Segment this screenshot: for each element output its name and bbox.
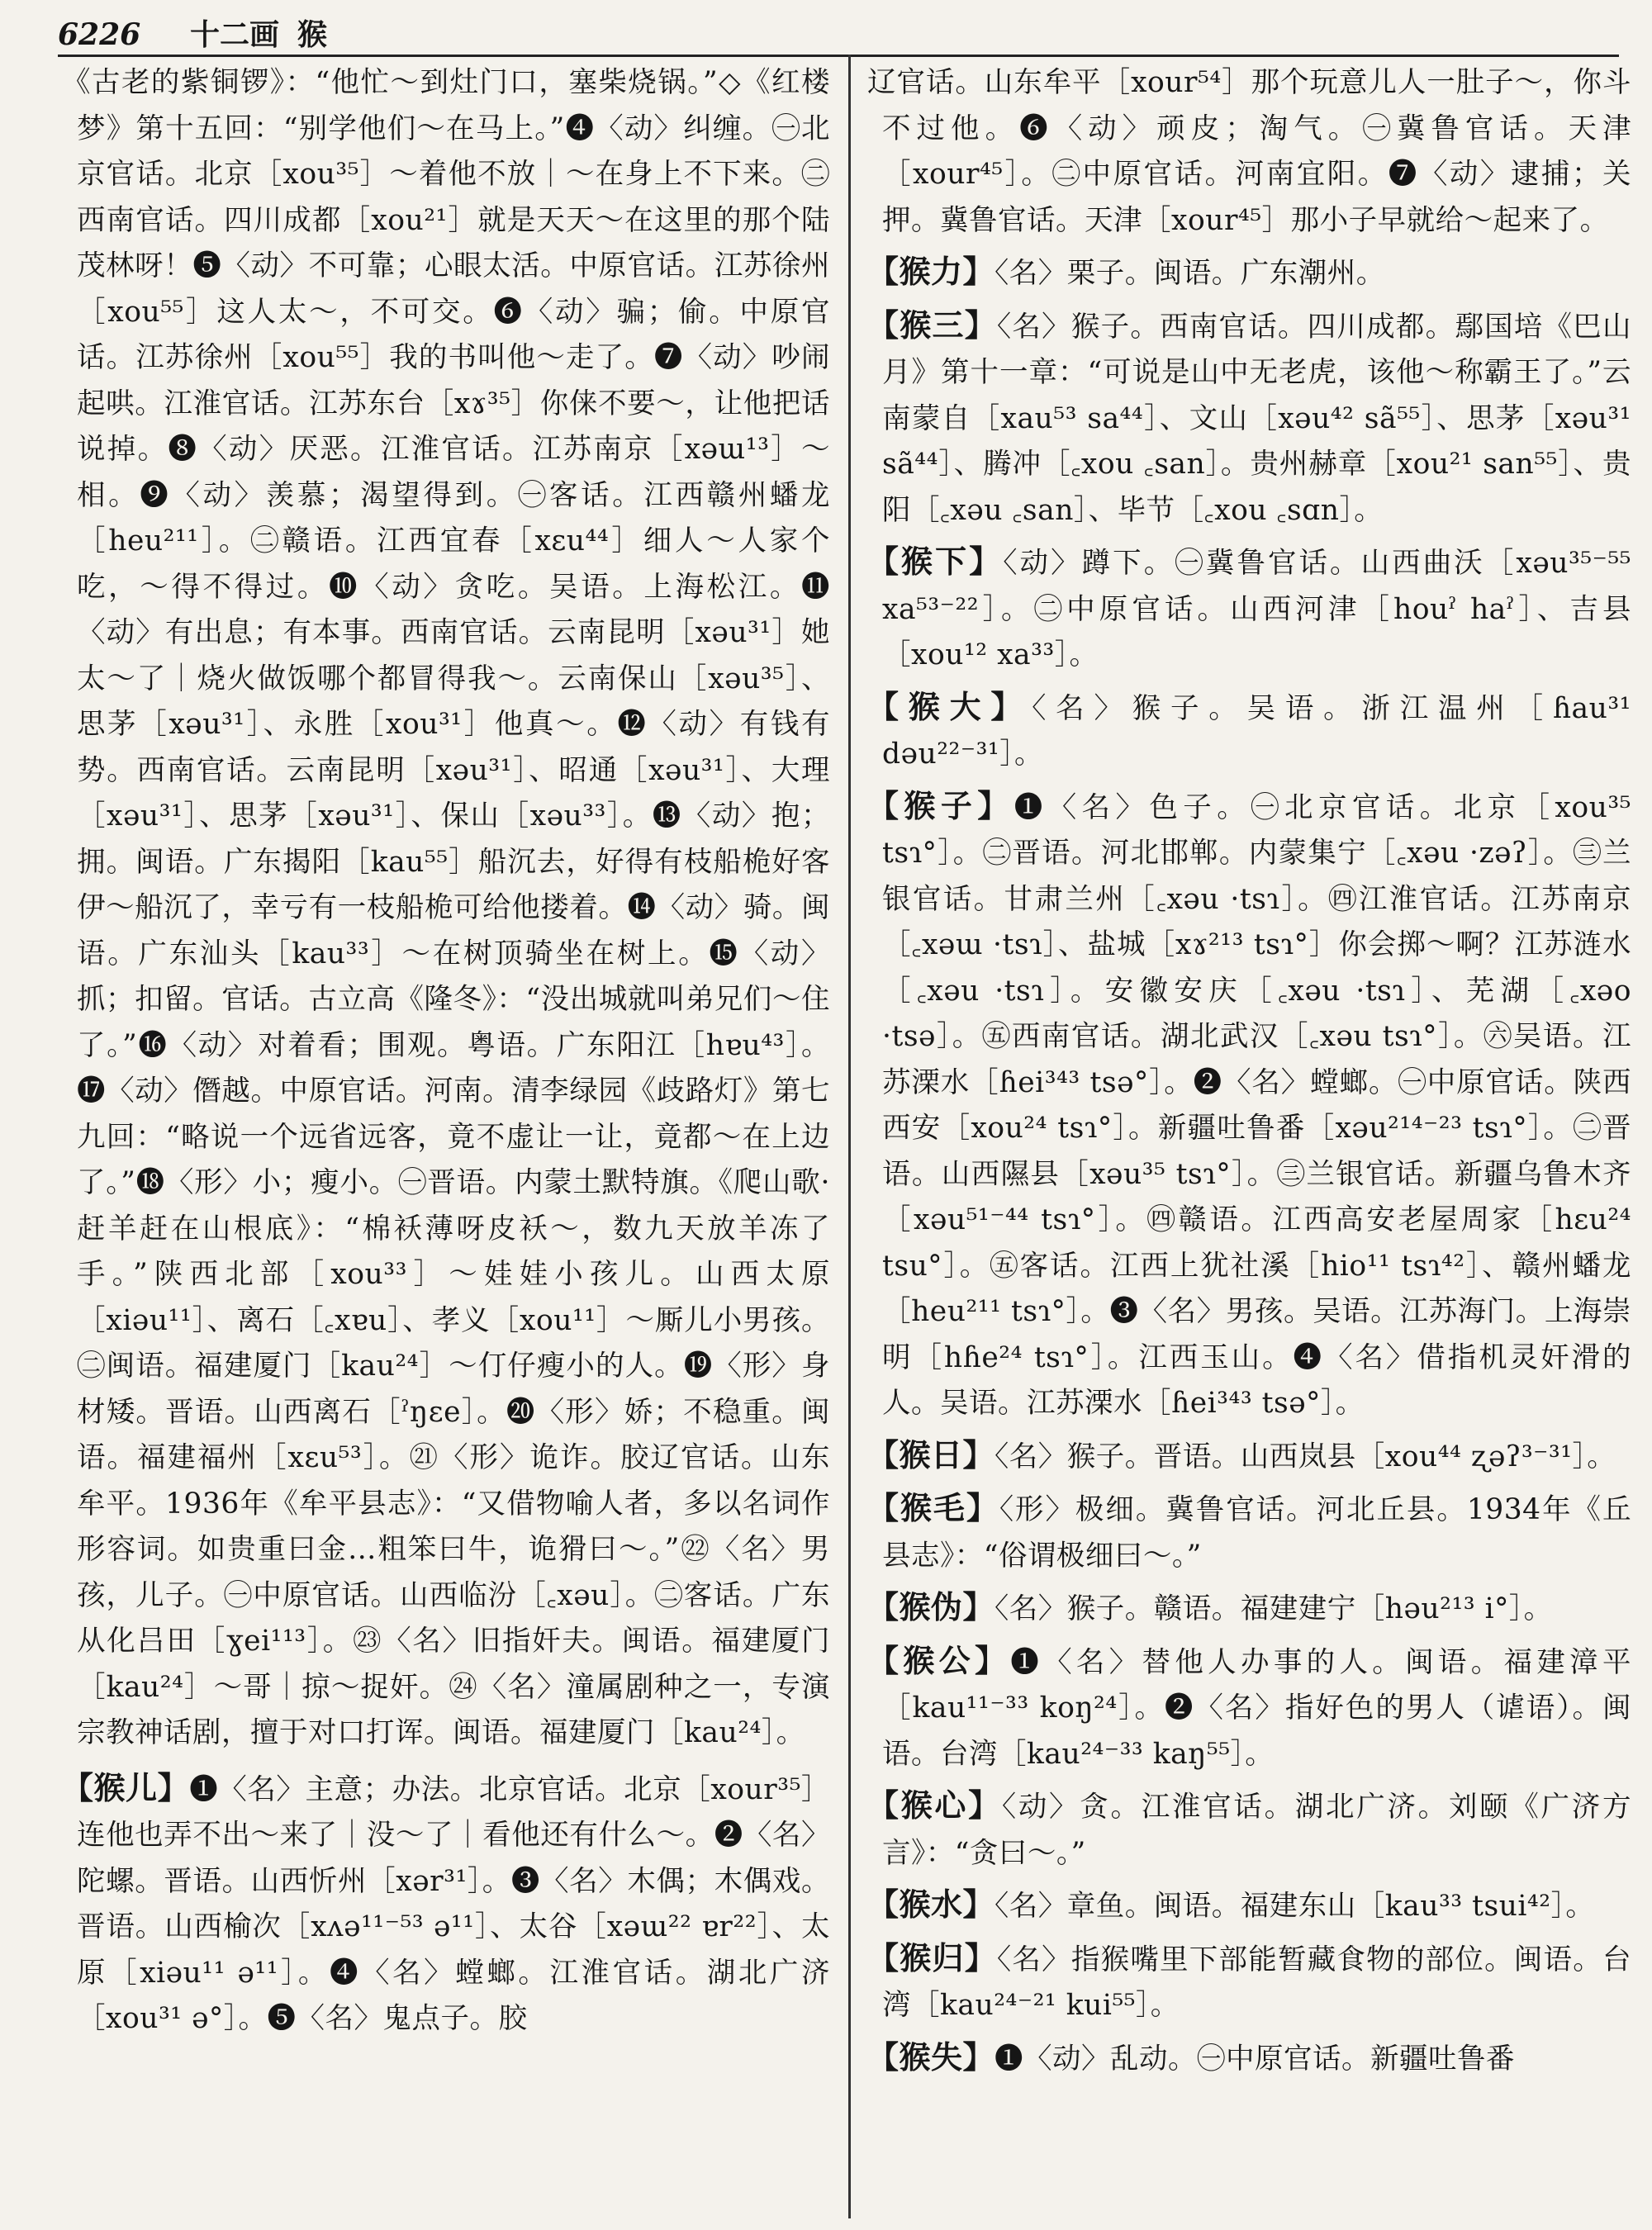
page-number: 6226	[58, 17, 141, 52]
entry-hour	[62, 1765, 830, 2043]
entry-text: ❶〈动〉乱动。㊀中原官话。新疆吐鲁番	[995, 2042, 1516, 2076]
entry-headword: 【猴大】	[867, 687, 1032, 725]
radical-label: 猴	[297, 17, 328, 52]
entry-headword: 【猴力】	[867, 253, 995, 290]
entry-text: 〈名〉猴子。吴语。浙江温州［ɦau³¹ dəu²²⁻³¹］。	[882, 691, 1631, 771]
entry-text: 〈名〉猴子。晋语。山西岚县［xou⁴⁴ ʐəʔ³⁻³¹］。	[995, 1440, 1616, 1473]
entry-houzi	[867, 783, 1631, 1427]
entry-headword: 【猴毛】	[867, 1489, 999, 1526]
section-label: 十二画	[190, 17, 280, 52]
header-rule	[58, 55, 1619, 57]
entry-text: 〈名〉章鱼。闽语。福建东山［kau³³ tsui⁴²］。	[995, 1890, 1595, 1923]
entry-houyi	[867, 1584, 1631, 1633]
right-column	[867, 58, 1631, 2087]
entry-text: 〈名〉指猴嘴里下部能暂藏食物的部位。闽语。台湾［kau²⁴⁻²¹ kui⁵⁵］。	[882, 1943, 1631, 2022]
entry-headword: 【猴失】	[867, 2038, 995, 2076]
entry-houxin	[867, 1782, 1631, 1877]
entry-continuation	[62, 58, 830, 1757]
entry-continuation	[867, 58, 1631, 244]
entry-houshui	[867, 1881, 1631, 1930]
entry-text: 〈动〉贪。江淮官话。湖北广济。刘颐《广济方言》：“贪曰～。”	[882, 1791, 1631, 1870]
entry-headword: 【猴心】	[867, 1786, 1002, 1824]
entry-text: 〈形〉极细。冀鲁官话。河北丘县。1934年《丘县志》：“俗谓极细曰～。”	[882, 1493, 1631, 1573]
entry-hougui	[867, 1935, 1631, 2029]
entry-text: ❶〈名〉主意；办法。北京官话。北京［xour³⁵］连他也弄不出～来了｜没～了｜看他还有什么～。❷〈名〉陀螺。晋语。山西忻州［xər³¹］。❸〈名〉木偶；木偶戏。晋语。山西榆次［xʌə¹¹⁻⁵³ ə¹¹］、太谷［xəɯ²² ɐr²²］、太原［xiəu¹¹ ə¹¹］。❹〈名〉螳螂。江淮官话。湖北广济［xou³¹ ə°］。❺〈名〉鬼点子。胶	[77, 1772, 830, 2035]
column-divider	[848, 55, 851, 2218]
entry-houmao	[867, 1485, 1631, 1579]
entry-text: 〈名〉猴子。赣语。福建建宁［həu²¹³ i°］。	[995, 1592, 1553, 1625]
entry-headword: 【猴下】	[867, 543, 1004, 580]
entry-houri	[867, 1432, 1631, 1481]
entry-text: 〈名〉栗子。闽语。广东潮州。	[995, 257, 1385, 290]
page-header	[58, 12, 327, 50]
entry-headword: 【猴日】	[867, 1435, 995, 1473]
entry-hougong	[867, 1638, 1631, 1778]
entry-headword: 【猴水】	[867, 1886, 995, 1923]
entry-headword: 【猴儿】	[62, 1768, 190, 1806]
entry-housan	[867, 302, 1631, 534]
entry-text: 辽官话。山东牟平［xour⁵⁴］那个玩意儿人一肚子～，你斗不过他。❻〈动〉顽皮；淘气。㊀冀鲁官话。天津［xour⁴⁵］。㊁中原官话。河南宜阳。❼〈动〉逮捕；关押。冀鲁官话。天津［xour⁴⁵］那小子早就给～起来了。	[867, 66, 1631, 237]
entry-houshi	[867, 2034, 1631, 2083]
entry-text: 《古老的紫铜锣》：“他忙～到灶门口，塞柴烧锅。”◇《红楼梦》第十五回：“别学他们～在马上。”❹〈动〉纠缠。㊀北京官话。北京［xou³⁵］～着他不放｜～在身上不下来。㊁西南官话。四川成都［xou²¹］就是天天～在这里的那个陆茂林呀！❺〈动〉不可靠；心眼太活。中原官话。江苏徐州［xou⁵⁵］这人太～，不可交。❻〈动〉骗；偷。中原官话。江苏徐州［xou⁵⁵］我的书叫他～走了。❼〈动〉吵闹起哄。江淮官话。江苏东台［xɤ³⁵］你俫不要～，让他把话说掉。❽〈动〉厌恶。江淮官话。江苏南京［xəɯ¹³］～相。❾〈动〉羡慕；渴望得到。㊀客话。江西赣州蟠龙［heu²¹¹］。㊁赣语。江西宜春［xɛu⁴⁴］细人～人家个吃，～得不得过。❿〈动〉贪吃。吴语。上海松江。⓫〈动〉有出息；有本事。西南官话。云南昆明［xəu³¹］她太～了｜烧火做饭哪个都冒得我～。云南保山［xəu³⁵］、思茅［xəu³¹］、永胜［xou³¹］他真～。⓬〈动〉有钱有势。西南官话。云南昆明［xəu³¹］、昭通［xəu³¹］、大理［xəu³¹］、思茅［xəu³¹］、保山［xəu³³］。⓭〈动〉抱；拥。闽语。广东揭阳［kau⁵⁵］船沉去，好得有枝船桅好客伊～船沉了，幸亏有一枝船桅可给他搂着。⓮〈动〉骑。闽语。广东汕头［kau³³］～在树顶骑坐在树上。⓯〈动〉抓；扣留。官话。古立高《隆冬》：“没出城就叫弟兄们～住了。”⓰〈动〉对着看；围观。粤语。广东阳江［hɐu⁴³］。⓱〈动〉僭越。中原官话。河南。清李绿园《歧路灯》第七九回：“略说一个远省远客，竟不虚让一让，竟都～在上边了。”⓲〈形〉小；瘦小。㊀晋语。内蒙土默特旗。《爬山歌·赶羊赶在山根底》：“棉袄薄呀皮袄～，数九天放羊冻了手。”陕西北部［xou³³］～娃娃小孩儿。山西太原［xiəu¹¹］、离石［꜀xɐu］、孝义［xou¹¹］～厮儿小男孩。㊁闽语。福建厦门［kau²⁴］～仃仔瘦小的人。⓳〈形〉身材矮。晋语。山西离石［ˀŋɛe］。⓴〈形〉娇；不稳重。闽语。福建福州［xɛu⁵³］。㉑〈形〉诡诈。胶辽官话。山东牟平。1936年《牟平县志》：“又借物喻人者，多以名词作形容词。如贵重曰金…粗笨曰牛，诡猾曰～。”㉒〈名〉男孩，儿子。㊀中原官话。山西临汾［꜀xəu］。㊁客话。广东从化吕田［ɣei¹¹³］。㉓〈名〉旧指奸夫。闽语。福建厦门［kau²⁴］～哥｜掠～捉奸。㉔〈名〉潼属剧种之一，专演宗教神话剧，擅于对口打诨。闽语。福建厦门［kau²⁴］。	[62, 66, 830, 1749]
entry-houxia	[867, 539, 1631, 679]
entry-text: 〈名〉猴子。西南官话。四川成都。鄢国培《巴山月》第十一章：“可说是山中无老虎，该他～称霸王了。”云南蒙自［xau⁵³ sa⁴⁴］、文山［xəu⁴² sã⁵⁵］、思茅［xəu³¹ sã⁴⁴］、腾冲［꜀xou ꜀san］。贵州赫章［xou²¹ san⁵⁵］、贵阳［꜀xəu ꜀san］、毕节［꜀xou ꜀sɑn］。	[882, 310, 1631, 527]
entry-headword: 【猴三】	[867, 306, 997, 344]
entry-headword: 【猴子】	[867, 786, 1014, 824]
entry-headword: 【猴归】	[867, 1938, 997, 1976]
entry-headword: 【猴伪】	[867, 1588, 995, 1625]
entry-text: ❶〈名〉替他人办事的人。闽语。福建漳平［kau¹¹⁻³³ koŋ²⁴］。❷〈名〉指好色的男人（谑语）。闽语。台湾［kau²⁴⁻³³ kaŋ⁵⁵］。	[882, 1645, 1631, 1771]
entry-houda	[867, 684, 1631, 778]
entry-houli	[867, 249, 1631, 297]
entry-text: ❶〈名〉色子。㊀北京官话。北京［xou³⁵ tsɿ°］。㊁晋语。河北邯郸。内蒙集宁［꜀xəu ·zəʔ］。㊂兰银官话。甘肃兰州［꜀xəu ·tsɿ］。㊃江淮官话。江苏南京［꜀xəɯ ·tsɿ］、盐城［xɤ²¹³ tsɿ°］你会掷～啊？江苏涟水［꜀xəu ·tsɿ］。安徽安庆［꜀xəu ·tsɿ］、芜湖［꜀xəo ·tsə］。㊄西南官话。湖北武汉［꜀xəu tsɿ°］。㊅吴语。江苏溧水［ɦei³⁴³ tsə°］。❷〈名〉螳螂。㊀中原官话。陕西西安［xou²⁴ tsɿ°］。新疆吐鲁番［xəu²¹⁴⁻²³ tsɿ°］。㊁晋语。山西隰县［xəu³⁵ tsɿ°］。㊂兰银官话。新疆乌鲁木齐［xəu⁵¹⁻⁴⁴ tsɿ°］。㊃赣语。江西高安老屋周家［hɛu²⁴ tsu°］。㊄客话。江西上犹社溪［hio¹¹ tsɿ⁴²］、赣州蟠龙［heu²¹¹ tsɿ°］。❸〈名〉男孩。吴语。江苏海门。上海崇明［hɦe²⁴ tsɿ°］。江西玉山。❹〈名〉借指机灵奸滑的人。吴语。江苏溧水［ɦei³⁴³ tsə°］。	[882, 790, 1631, 1420]
left-column	[62, 58, 830, 2043]
entry-text: 〈动〉蹲下。㊀冀鲁官话。山西曲沃［xəu³⁵⁻⁵⁵ xa⁵³⁻²²］。㊁中原官话。山西河津［houˀ haˀ］、吉县［xou¹² xa³³］。	[882, 547, 1631, 671]
entry-headword: 【猴公】	[867, 1641, 1011, 1679]
